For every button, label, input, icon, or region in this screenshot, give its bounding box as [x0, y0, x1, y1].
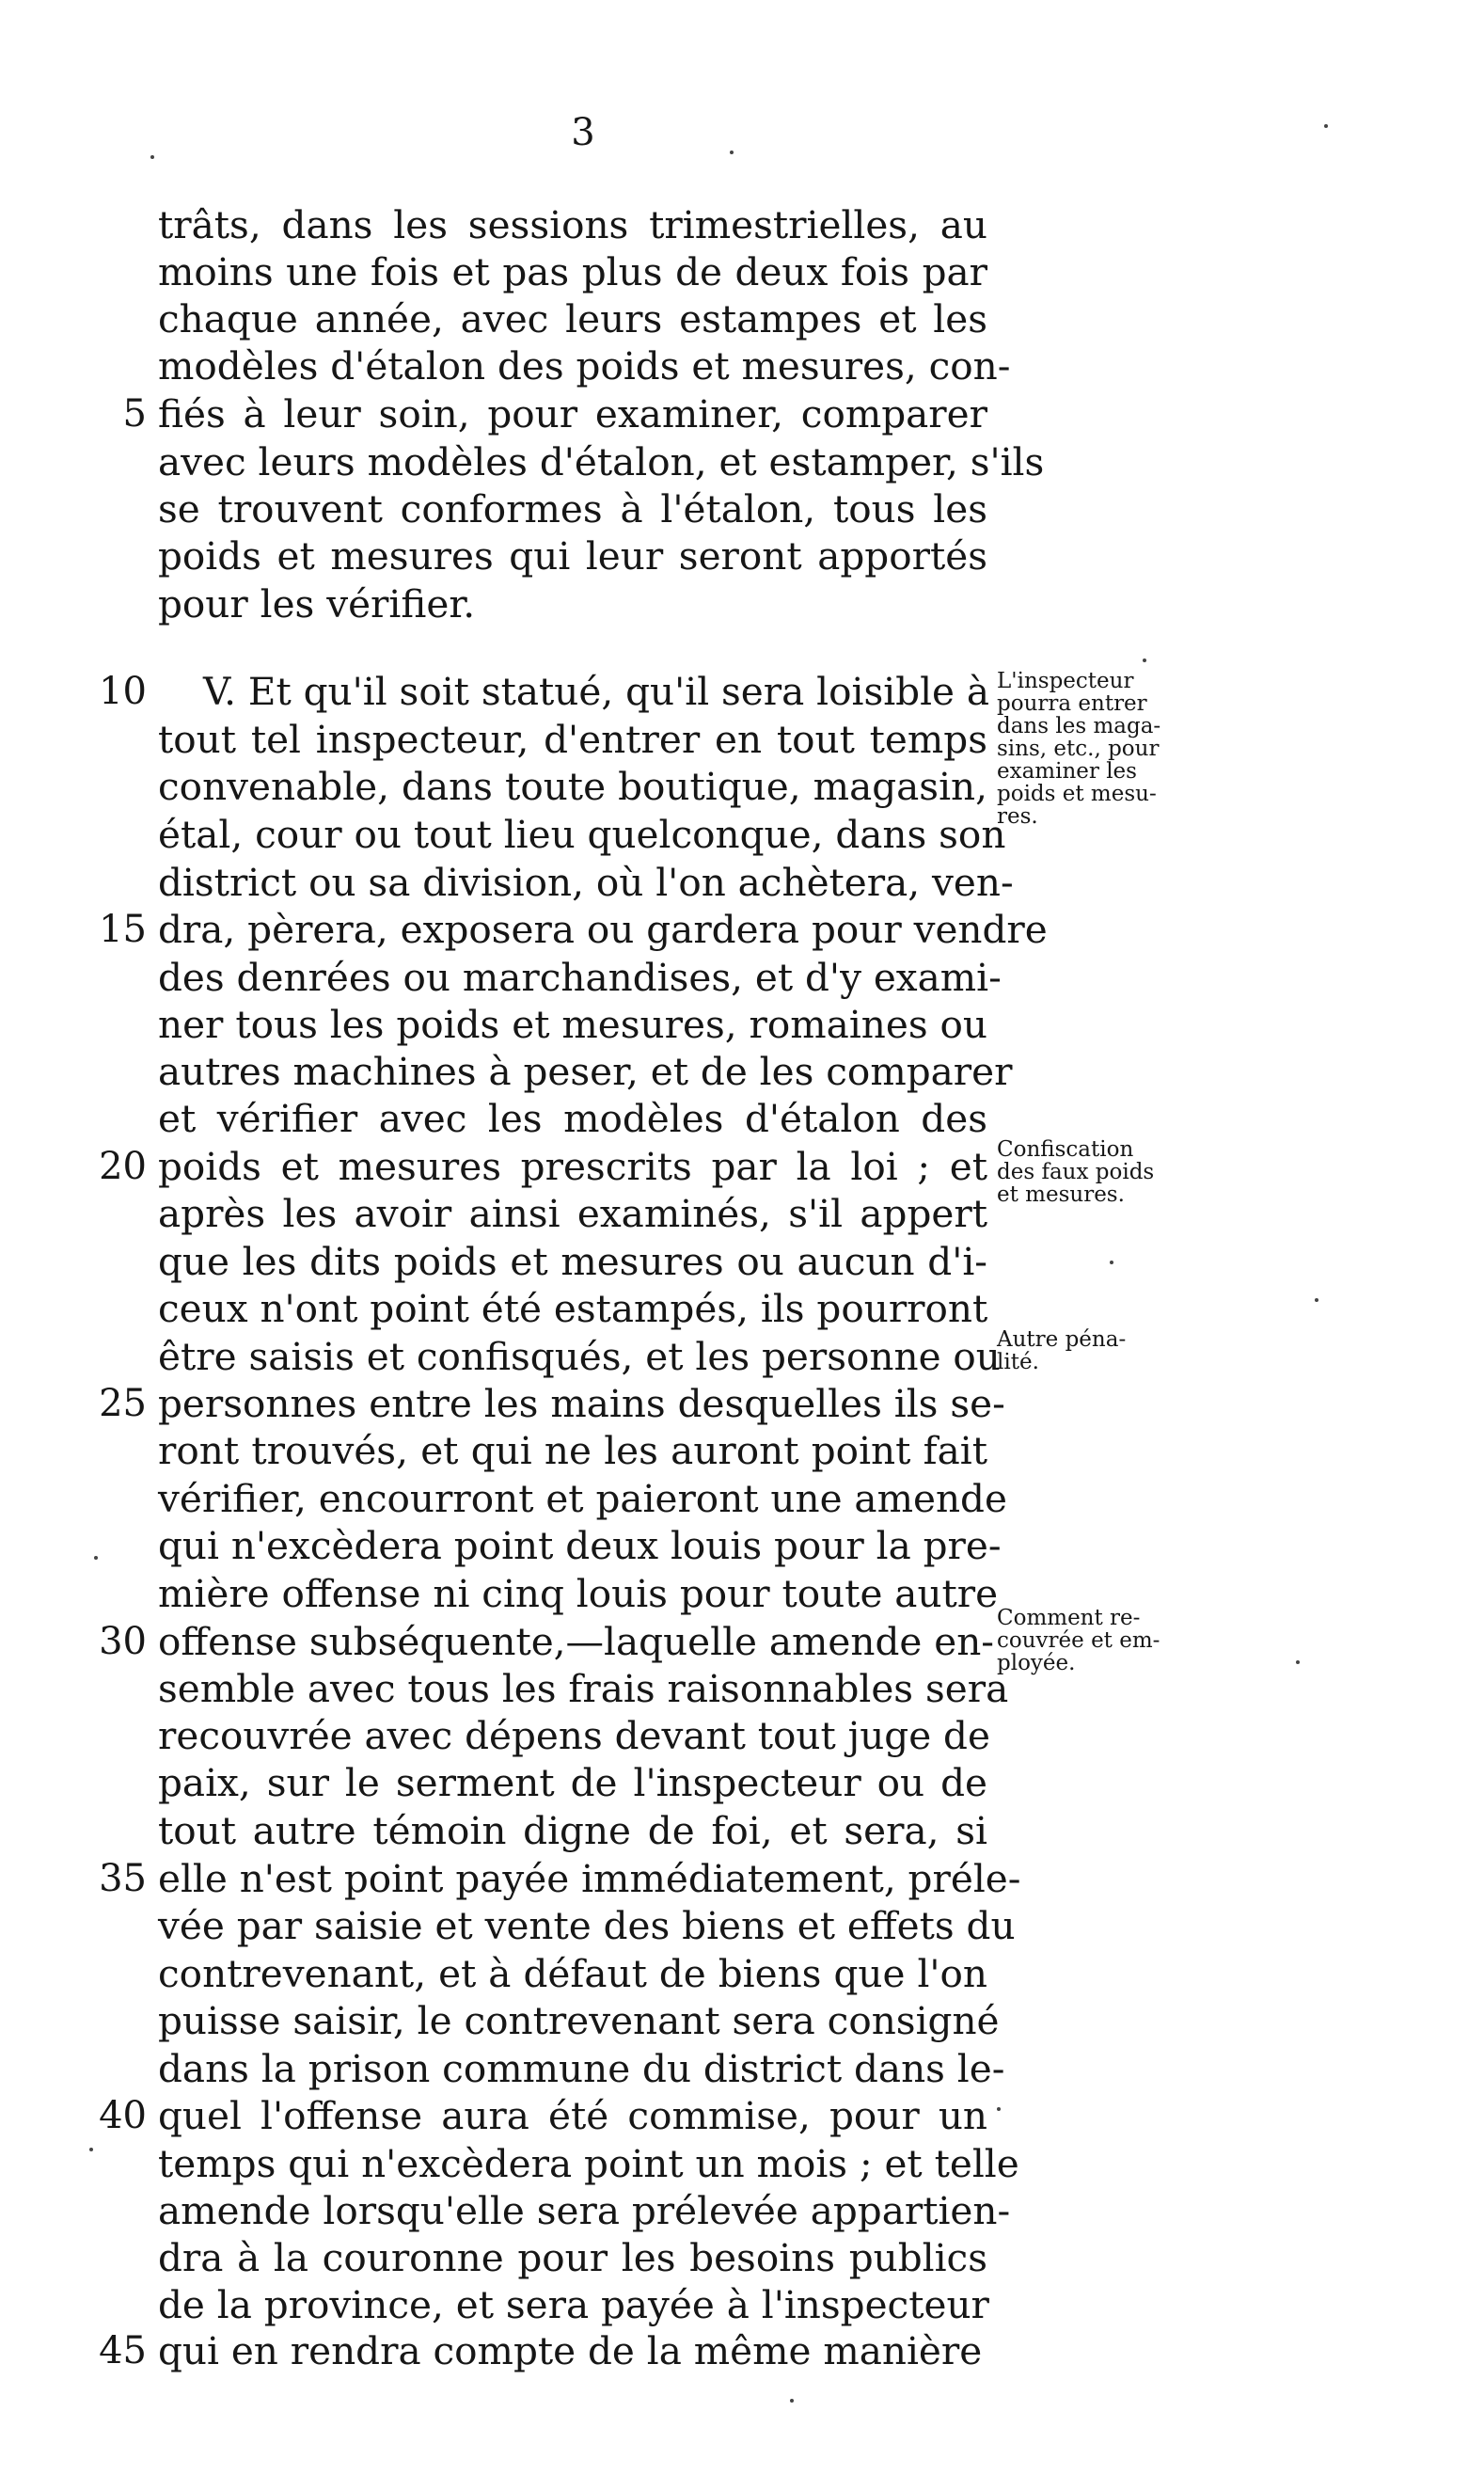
body-line: dra, pèrera, exposera ou gardera pour vendre — [158, 907, 1048, 952]
body-line: semble avec tous les frais raisonnables sera — [158, 1666, 1009, 1711]
body-line: poids et mesures qui leur seront apportés — [158, 533, 987, 579]
body-line: recouvrée avec dépens devant tout juge de — [158, 1713, 990, 1758]
body-line: temps qui n'excèdera point un mois ; et telle — [158, 2141, 1019, 2186]
body-line: qui n'excèdera point deux louis pour la pre- — [158, 1523, 1002, 1568]
body-line: vérifier, encourront et paieront une amende — [158, 1476, 1007, 1521]
line-number: 25 — [99, 1382, 147, 1425]
body-line: vée par saisie et vente des biens et effets du — [158, 1903, 1016, 1948]
body-line: après les avoir ainsi examinés, s'il appert — [158, 1191, 987, 1236]
body-line: district ou sa division, où l'on achètera, ven- — [158, 860, 1014, 905]
body-line: quel l'offense aura été commise, pour un — [158, 2093, 987, 2138]
body-line: moins une fois et pas plus de deux fois par — [158, 249, 987, 294]
speck — [1324, 124, 1328, 128]
body-line: offense subséquente,—laquelle amende en- — [158, 1619, 994, 1664]
body-line: personnes entre les mains desquelles ils se- — [158, 1381, 1005, 1426]
margin-note-line: dans les maga- — [997, 714, 1161, 738]
line-number: 15 — [99, 908, 147, 951]
body-line: ceux n'ont point été estampés, ils pourront — [158, 1286, 988, 1331]
body-line: être saisis et confisqués, et les personne ou — [158, 1334, 1001, 1379]
body-line: chaque année, avec leurs estampes et les — [158, 296, 987, 341]
body-line: tout tel inspecteur, d'entrer en tout temps — [158, 717, 987, 762]
margin-note-line: lité. — [997, 1350, 1039, 1374]
body-line: dans la prison commune du district dans le- — [158, 2046, 1005, 2091]
body-line: avec leurs modèles d'étalon, et estamper, s'ils — [158, 439, 1045, 484]
speck — [1296, 1660, 1300, 1664]
line-number: 20 — [99, 1145, 147, 1188]
line-number: 5 — [122, 392, 147, 436]
body-line: amende lorsqu'elle sera prélevée appartien- — [158, 2188, 1011, 2233]
body-line: modèles d'étalon des poids et mesures, con- — [158, 343, 1011, 389]
body-line: étal, cour ou tout lieu quelconque, dans son — [158, 812, 1006, 857]
body-line: puisse saisir, le contrevenant sera consigné — [158, 1998, 1000, 2043]
page-number: 3 — [571, 111, 595, 154]
speck — [94, 1556, 98, 1560]
line-number: 40 — [99, 2094, 147, 2137]
margin-note-line: Autre péna- — [997, 1327, 1127, 1352]
line-number: 35 — [99, 1857, 147, 1900]
body-line: contrevenant, et à défaut de biens que l'on — [158, 1951, 987, 1996]
margin-note-line: examiner les — [997, 759, 1137, 784]
margin-note-line: res. — [997, 804, 1038, 829]
line-number: 45 — [99, 2329, 147, 2372]
speck — [150, 155, 154, 159]
speck — [790, 2399, 794, 2403]
margin-note-line: Confiscation — [997, 1137, 1134, 1162]
body-line: se trouvent conformes à l'étalon, tous les — [158, 486, 987, 531]
body-line: et vérifier avec les modèles d'étalon des — [158, 1096, 987, 1141]
speck — [1315, 1298, 1318, 1302]
body-line: ner tous les poids et mesures, romaines ou — [158, 1002, 987, 1047]
body-line: ront trouvés, et qui ne les auront point fait — [158, 1428, 987, 1473]
margin-note-line: Comment re- — [997, 1606, 1141, 1630]
margin-note-line: poids et mesu- — [997, 782, 1157, 806]
margin-note-line: pourra entrer — [997, 691, 1147, 716]
margin-note-line: L'inspecteur — [997, 669, 1134, 693]
body-line: convenable, dans toute boutique, magasin, — [158, 764, 987, 809]
body-line: pour les vérifier. — [158, 581, 476, 627]
speck — [997, 2107, 1001, 2111]
body-line: V. Et qu'il soit statué, qu'il sera loisible à — [203, 669, 990, 714]
body-line: elle n'est point payée immédiatement, préle- — [158, 1856, 1021, 1901]
speck — [1143, 658, 1146, 662]
margin-note-line: sins, etc., pour — [997, 737, 1160, 761]
body-line: qui en rendra compte de la même manière — [158, 2328, 983, 2373]
body-line: dra à la couronne pour les besoins publics — [158, 2235, 987, 2280]
body-line: tout autre témoin digne de foi, et sera, si — [158, 1808, 987, 1853]
line-number: 10 — [99, 670, 147, 713]
body-line: que les dits poids et mesures ou aucun d'i- — [158, 1239, 987, 1284]
body-line: de la province, et sera payée à l'inspecteur — [158, 2282, 989, 2327]
body-line: paix, sur le serment de l'inspecteur ou de — [158, 1760, 987, 1805]
line-number: 30 — [99, 1620, 147, 1663]
speck — [730, 151, 734, 154]
body-line: autres machines à peser, et de les comparer — [158, 1049, 1013, 1094]
body-line: mière offense ni cinq louis pour toute autre — [158, 1571, 999, 1616]
body-line: trâts, dans les sessions trimestrielles, au — [158, 202, 987, 247]
speck — [1110, 1261, 1113, 1264]
speck — [89, 2148, 93, 2151]
margin-note-line: et mesures. — [997, 1182, 1125, 1207]
margin-note-line: des faux poids — [997, 1160, 1155, 1184]
body-line: des denrées ou marchandises, et d'y exami- — [158, 955, 1002, 1000]
margin-note-line: couvrée et em- — [997, 1628, 1160, 1653]
margin-note-line: ployée. — [997, 1651, 1076, 1675]
body-line: poids et mesures prescrits par la loi ; et — [158, 1144, 987, 1189]
body-line: fiés à leur soin, pour examiner, comparer — [158, 391, 987, 436]
